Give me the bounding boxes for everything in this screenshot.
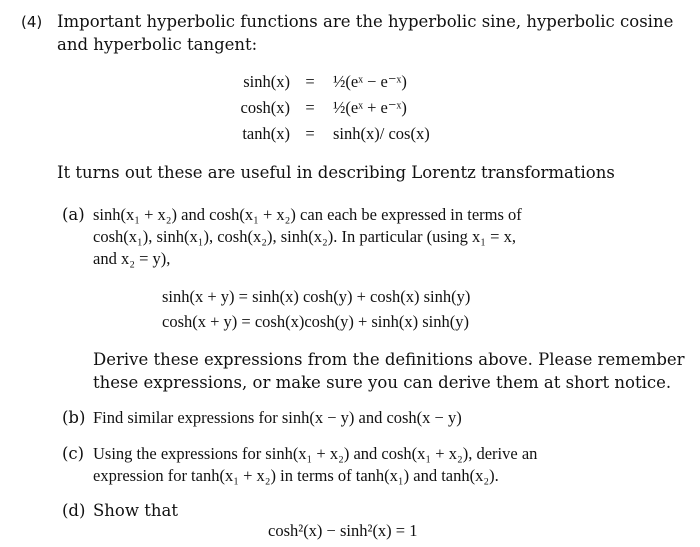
part-a-label: (a)	[62, 205, 85, 224]
problem-header-line	[21, 12, 42, 32]
definition-op: =	[305, 72, 315, 91]
part-a-equation-sum-sinh: sinh(x + y) = sinh(x) cosh(y) + cosh(x) sinh(y)	[162, 287, 471, 306]
definition-lhs: cosh(x)	[240, 98, 290, 117]
problem-number: (4)	[21, 13, 43, 31]
definition-rhs: ½(eˣ − e⁻ˣ)	[333, 72, 407, 91]
part-b-label: (b)	[62, 408, 86, 427]
part-d-line-1: Show that	[93, 501, 178, 520]
definition-op: =	[305, 98, 315, 117]
usefulness-text: It turns out these are useful in describing Lorentz transformations	[57, 163, 615, 182]
part-a-note-1: Derive these expressions from the definitions above. Please remember	[93, 350, 685, 369]
part-a-equation-sum-cosh: cosh(x + y) = cosh(x)cosh(y) + sinh(x) sinh(y)	[162, 312, 469, 331]
part-d-identity-equation: cosh²(x) − sinh²(x) = 1	[268, 521, 418, 540]
part-a-line-2: cosh(x₁), sinh(x₁), cosh(x₂), sinh(x₂). In particular (using x₁ = x,	[93, 227, 516, 246]
definition-lhs: sinh(x)	[243, 72, 290, 91]
part-c-line-1: Using the expressions for sinh(x₁ + x₂) and cosh(x₁ + x₂), derive an	[93, 444, 538, 463]
definition-op: =	[305, 124, 315, 143]
part-a-line-1: sinh(x₁ + x₂) and cosh(x₁ + x₂) can each be expressed in terms of	[93, 205, 522, 224]
definition-rhs: ½(eˣ + e⁻ˣ)	[333, 98, 407, 117]
definition-rhs: sinh(x)/ cos(x)	[333, 124, 430, 143]
part-a-note-2: these expressions, or make sure you can derive them at short notice.	[93, 373, 672, 392]
part-b-line-1: Find similar expressions for sinh(x − y) and cosh(x − y)	[93, 408, 462, 427]
part-a-line-3: and x₂ = y),	[93, 249, 171, 268]
part-c-label: (c)	[62, 444, 85, 463]
part-d-label: (d)	[62, 501, 86, 520]
part-c-line-2: expression for tanh(x₁ + x₂) in terms of tanh(x₁) and tanh(x₂).	[93, 466, 499, 485]
definition-lhs: tanh(x)	[242, 124, 290, 143]
intro-line-2: and hyperbolic tangent:	[57, 35, 258, 54]
intro-line-1: Important hyperbolic functions are the hyperbolic sine, hyperbolic cosine	[57, 12, 674, 31]
